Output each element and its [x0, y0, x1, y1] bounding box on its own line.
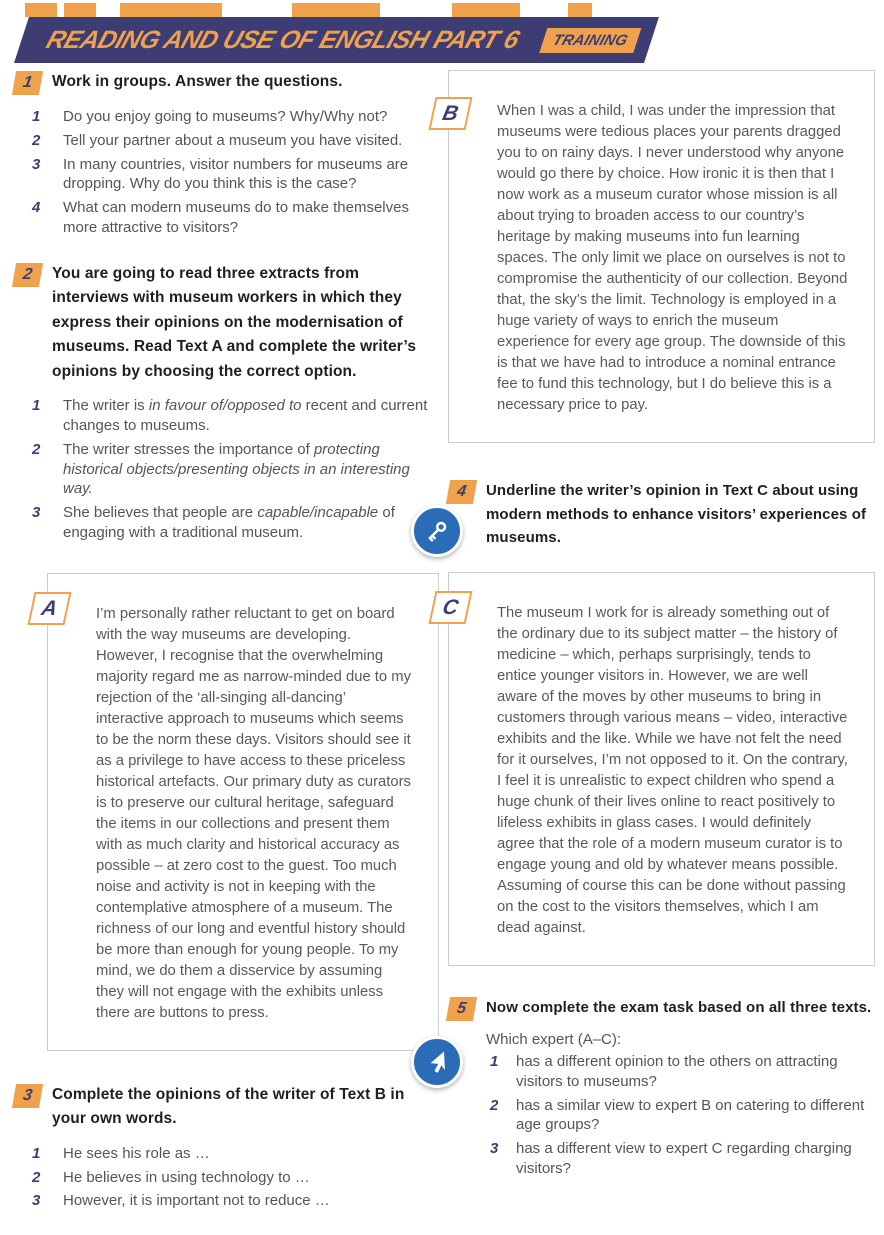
exercise-4-header	[448, 479, 875, 550]
exercise-1-instruction: Work in groups. Answer the questions.	[52, 73, 343, 90]
item-text: In many countries, visitor numbers for museums are dropping. Why do you think this is the case?	[63, 155, 409, 193]
item-number: 2	[490, 1096, 499, 1114]
item-text: Do you enjoy going to museums? Why/Why not?	[63, 108, 388, 125]
answer-key-icon	[411, 505, 463, 557]
exercise-3	[14, 1083, 439, 1211]
item-text: He believes in using technology to …	[63, 1168, 310, 1186]
item-text: However, it is important not to reduce …	[63, 1192, 330, 1210]
exercise-number-badge: 3	[12, 1084, 43, 1108]
text-box-a	[39, 573, 439, 1051]
list-item	[28, 107, 439, 127]
exercise-5-intro: Which expert (A–C):	[486, 1031, 622, 1049]
text-c-passage: The museum I work for is already something out of the ordinary due to its subject matter – the history of medicine – which, perhaps surprisingly, tends to entice younger visitors in. However, we are well aware of the moves by other museums to bring in customers through various means – video, interactive exhibits and the like. While we have not felt the need for it ourselves, I’m not opposed to it. On the contrary, I feel it is unrealistic to expect children who spend a huge chunk of their lives online to react positively to lifeless exhibits in glass cases. I would definitely agree that the role of a modern museum curator is to engage young and old by whatever means possible. Assuming of course this can be done without passing on the cost to the visitors themselves, which I am dead against.	[497, 605, 848, 937]
exercise-3-instruction: Complete the opinions of the writer of Text B in your own words.	[52, 1085, 405, 1128]
list-item	[28, 1144, 439, 1164]
list-item	[486, 1096, 875, 1136]
exercise-5	[448, 996, 875, 1179]
exercise-2	[14, 262, 439, 543]
item-number: 1	[32, 1144, 41, 1162]
cut-letter-fragment	[568, 3, 592, 17]
text-box-b	[440, 70, 875, 443]
item-number: 2	[32, 440, 41, 458]
exercise-4	[448, 479, 875, 550]
cut-letter-fragment	[120, 3, 222, 17]
item-number: 3	[32, 504, 41, 522]
item-number: 2	[32, 1168, 41, 1186]
text-a-label: A	[27, 592, 71, 625]
training-badge: TRAINING	[539, 28, 641, 53]
cut-letter-fragment	[452, 3, 520, 17]
exercise-5-questions	[486, 1052, 875, 1179]
list-item	[28, 131, 439, 151]
text-box-c	[440, 572, 875, 966]
cut-letter-fragment	[64, 3, 96, 17]
text-a-passage: I’m personally rather reluctant to get on board with the way museums are developing. However, I recognise that the overwhelming majority regard me as narrow-minded due to my rejection of the ‘all-singing all-dancing’ interactive approach to museums which seems to be the norm these days. Visitors should see it as a privilege to have access to these priceless historical artefacts. Our primary duty as curators is to preserve our cultural heritage, safeguard the items in our collections and present them with as much clarity and historical accuracy as possible – at zero cost to the guest. Too much noise and activity is not in keeping with the contemplative atmosphere of a museum. The richness of our long and eventful history should be more than enough for young people. To my mind, we do them a disservice by assuming they will not engage with the exhibits unless there are buttons to press.	[96, 605, 411, 1021]
item-text: He sees his role as …	[63, 1144, 210, 1162]
page-title: READING AND USE OF ENGLISH PART 6	[43, 25, 523, 54]
exercise-3-header	[14, 1083, 439, 1132]
text-b-label: B	[428, 97, 472, 130]
right-column	[440, 70, 875, 1235]
item-number: 1	[490, 1053, 499, 1071]
item-number: 1	[32, 397, 41, 415]
exercise-number-badge: 4	[446, 480, 477, 504]
item-text: has a different opinion to the others on attracting visitors to museums?	[516, 1053, 838, 1090]
exercise-number-badge: 1	[12, 71, 43, 95]
item-text: has a different view to expert C regarding charging visitors?	[516, 1140, 852, 1178]
list-item	[28, 1191, 439, 1211]
item-text: She believes that people are capable/incapable of engaging with a traditional museum.	[63, 504, 395, 541]
item-text: The writer is in favour of/opposed to recent and current changes to museums.	[63, 397, 428, 434]
text-b-passage: When I was a child, I was under the impression that museums were tedious places your parents dragged you to on rainy days. I never understood why anyone would go there by choice. How ironic it is then that I now work as a museum curator whose mission is all about trying to broaden access to our country’s heritage by making museums into fun learning spaces. The only limit we place on ourselves is not to compromise the authenticity of our collection. Beyond that, the sky’s the limit. Technology is employed in a huge variety of ways to enrich the museum experience for every age group. The downside of this is that we have had to introduce a nominal entrance fee to fund this technology, but I do believe this is a necessary price to pay.	[497, 103, 848, 413]
cut-letter-fragment	[25, 3, 57, 17]
item-number: 3	[32, 1192, 41, 1210]
exercise-number-badge: 5	[446, 997, 477, 1021]
exercise-number-badge: 2	[12, 263, 43, 287]
list-item	[486, 1139, 875, 1179]
exercise-5-instruction: Now complete the exam task based on all three texts.	[486, 999, 872, 1017]
section-banner	[14, 17, 644, 63]
list-item	[28, 503, 439, 543]
item-number: 3	[490, 1140, 499, 1158]
item-number: 2	[32, 131, 41, 149]
item-number: 4	[32, 199, 41, 217]
left-column	[14, 70, 439, 1235]
exercise-4-instruction: Underline the writer’s opinion in Text C about using modern methods to enhance visitors’ experiences of museums.	[486, 482, 867, 547]
text-c-label: C	[428, 591, 472, 624]
list-item	[28, 155, 439, 195]
list-item	[28, 396, 439, 436]
cut-letter-fragment	[292, 3, 380, 17]
exercise-2-instruction: You are going to read three extracts from interviews with museum workers in which they express their opinions on the modernisation of museums. Read Text A and complete the writer’s opinions by choosing the correct option.	[52, 264, 417, 380]
item-text: has a similar view to expert B on catering to different age groups?	[516, 1096, 865, 1134]
banner-background	[14, 17, 659, 63]
item-text: Tell your partner about a museum you have visited.	[63, 131, 403, 149]
list-item	[28, 1168, 439, 1188]
exercise-1-header	[14, 70, 439, 95]
list-item	[486, 1052, 875, 1092]
item-number: 1	[32, 108, 41, 125]
list-item	[28, 440, 439, 499]
exercise-1-questions	[28, 107, 439, 238]
exercise-2-header	[14, 262, 439, 384]
item-text: What can modern museums do to make themselves more attractive to visitors?	[63, 199, 409, 236]
list-item	[28, 198, 439, 238]
exercise-1	[14, 70, 439, 238]
page-body	[14, 70, 875, 1235]
exercise-2-questions	[28, 396, 439, 543]
item-number: 3	[32, 155, 41, 173]
item-text: The writer stresses the importance of protecting historical objects/presenting objects in an interesting way.	[63, 440, 410, 498]
exercise-3-questions	[28, 1144, 439, 1211]
exercise-5-header	[448, 996, 875, 1021]
cursor-icon	[411, 1036, 463, 1088]
